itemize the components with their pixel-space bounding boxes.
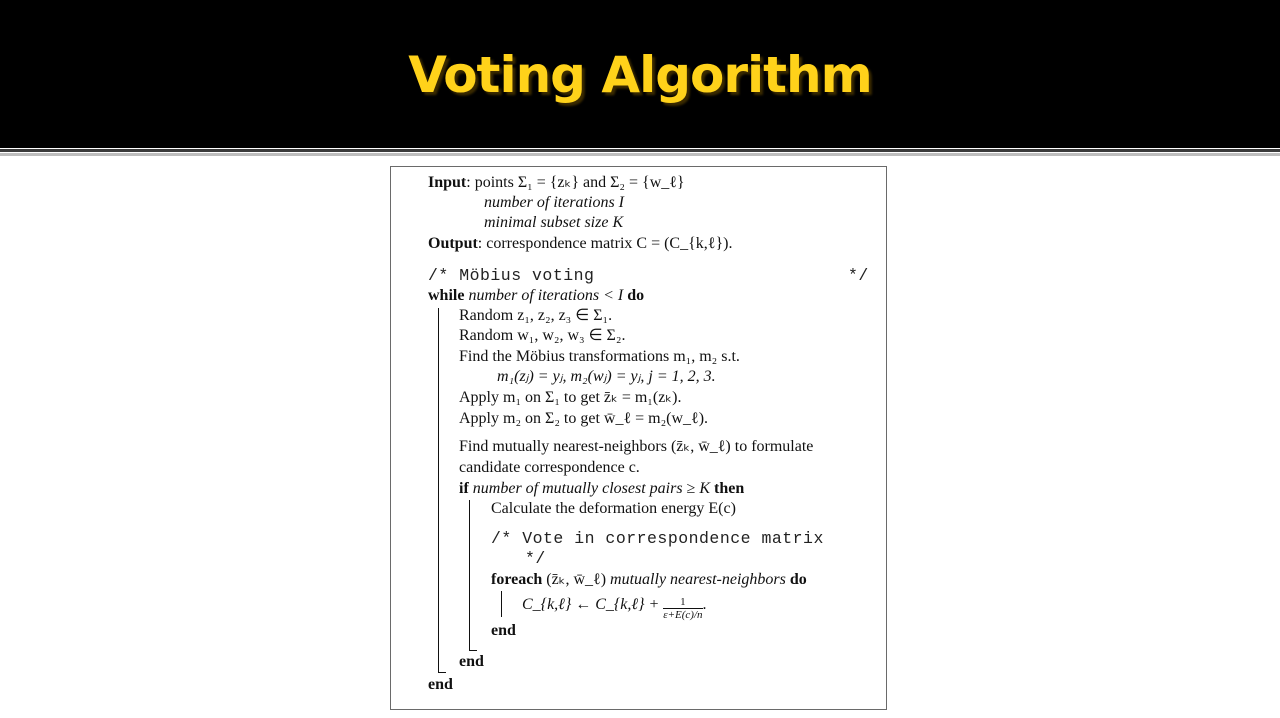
end-while: end xyxy=(428,676,453,693)
input-points: : points Σ₁ = {zₖ} and Σ₂ = {w_ℓ} xyxy=(466,174,685,191)
update-line xyxy=(522,595,707,621)
foreach-condition: mutually nearest-neighbors xyxy=(610,571,786,588)
input-line xyxy=(428,173,685,193)
if-block-bar xyxy=(469,500,470,650)
foreach-block-bar xyxy=(501,591,502,617)
mobius-equation-line: m₁(zⱼ) = yⱼ, m₂(wⱼ) = yⱼ, j = 1, 2, 3. xyxy=(497,368,716,385)
if-line xyxy=(459,479,744,499)
update-fraction xyxy=(663,596,702,621)
while-block-bar xyxy=(438,308,439,672)
input-subset-size: minimal subset size K xyxy=(484,214,624,231)
foreach-keyword: foreach xyxy=(491,571,543,588)
comment-vote-line-1: /* Vote in correspondence matrix xyxy=(491,529,824,548)
apply-m2-line: Apply m₂ on Σ₂ to get w̄_ℓ = m₂(w_ℓ). xyxy=(459,410,709,427)
update-period: . xyxy=(702,596,707,613)
foreach-do-keyword: do xyxy=(789,571,807,588)
while-line xyxy=(428,286,644,306)
output-text: : correspondence matrix C = (C_{k,ℓ}). xyxy=(477,235,733,252)
algorithm-box xyxy=(390,166,887,710)
calc-energy-line: Calculate the deformation energy E(c) xyxy=(491,500,736,517)
find-nn-line-2: candidate correspondence c. xyxy=(459,459,640,476)
while-keyword: while xyxy=(428,287,465,304)
foreach-line xyxy=(491,570,807,590)
input-keyword: Input xyxy=(428,174,467,191)
while-condition: number of iterations < I xyxy=(468,287,624,304)
comment-mobius-voting: /* Möbius voting xyxy=(428,266,595,285)
find-nn-line-1: Find mutually nearest-neighbors (z̄ₖ, w̄_ℓ) to formulate xyxy=(459,438,814,455)
if-condition: number of mutually closest pairs ≥ K xyxy=(472,480,710,497)
comment-vote-line-2: */ xyxy=(525,549,546,568)
fraction-numerator: 1 xyxy=(663,596,702,609)
comment-mobius-close: */ xyxy=(848,266,869,285)
end-if: end xyxy=(459,653,484,670)
fraction-denominator: ε+E(c)/n xyxy=(663,609,703,621)
header-divider-dark xyxy=(0,149,1280,152)
input-iterations: number of iterations I xyxy=(484,194,624,211)
if-keyword: if xyxy=(459,480,469,497)
foreach-variable: (z̄ₖ, w̄_ℓ) xyxy=(546,571,607,588)
output-line xyxy=(428,234,732,254)
output-keyword: Output xyxy=(428,235,478,252)
while-block-foot xyxy=(438,672,446,673)
header-divider-light xyxy=(0,153,1280,156)
if-block-foot xyxy=(469,650,477,651)
find-mobius-line: Find the Möbius transformations m₁, m₂ s.t. xyxy=(459,348,740,365)
update-lhs: C_{k,ℓ} ← C_{k,ℓ} + xyxy=(522,596,660,613)
end-foreach: end xyxy=(491,622,516,639)
then-keyword: then xyxy=(714,480,745,497)
do-keyword: do xyxy=(627,287,645,304)
random-z-line: Random z₁, z₂, z₃ ∈ Σ₁. xyxy=(459,307,613,324)
slide-title: Voting Algorithm xyxy=(408,46,872,104)
apply-m1-line: Apply m₁ on Σ₁ to get z̄ₖ = m₁(zₖ). xyxy=(459,389,682,406)
random-w-line: Random w₁, w₂, w₃ ∈ Σ₂. xyxy=(459,327,626,344)
